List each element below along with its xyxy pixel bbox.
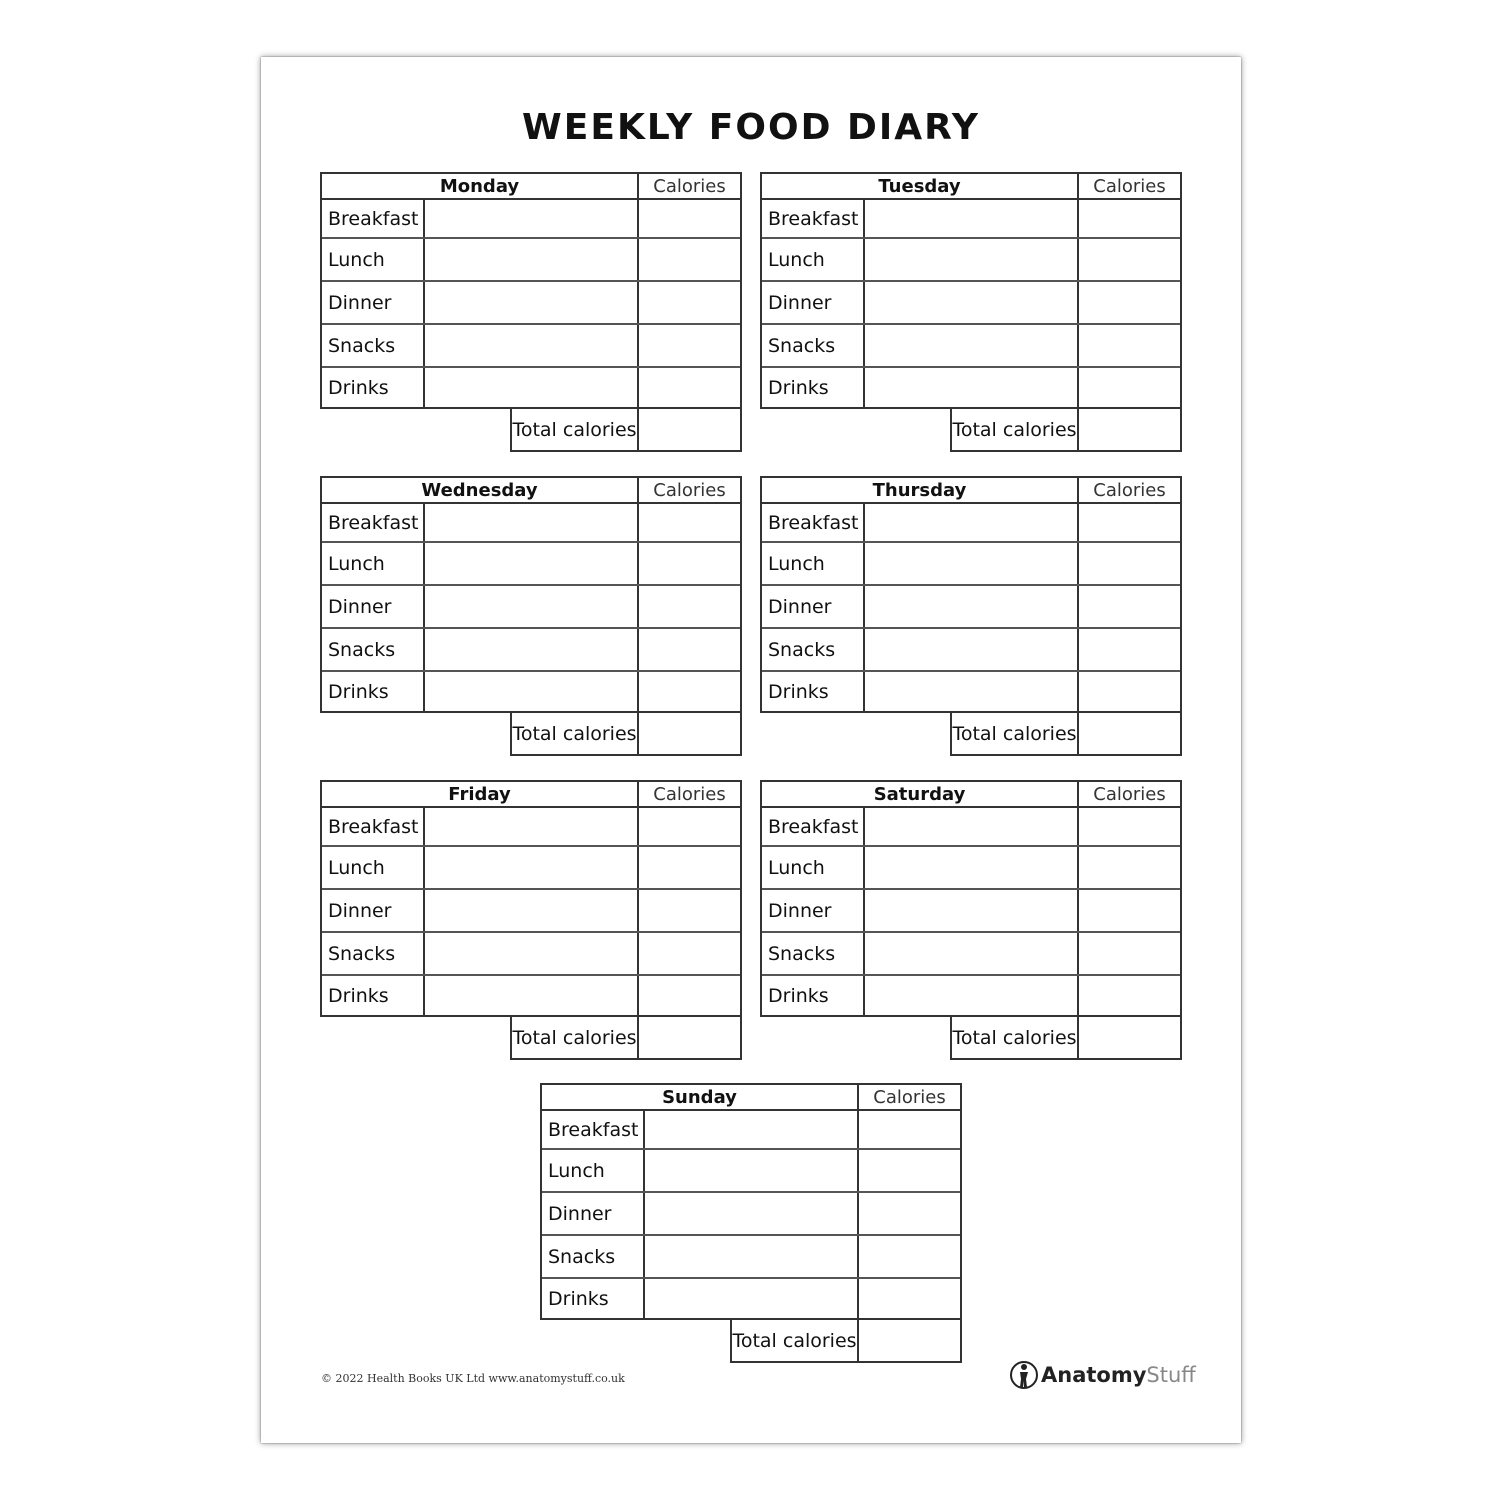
total-calories-row xyxy=(950,407,1182,452)
calories-entry-field[interactable] xyxy=(1079,976,1180,1015)
meal-label: Lunch xyxy=(762,543,865,584)
food-entry-field[interactable] xyxy=(425,808,639,845)
calories-entry-field[interactable] xyxy=(1079,890,1180,931)
meal-row-lunch xyxy=(762,239,1180,282)
calories-entry-field[interactable] xyxy=(1079,933,1180,974)
meal-label: Drinks xyxy=(322,976,425,1015)
total-calories-field[interactable] xyxy=(639,409,740,450)
food-entry-field[interactable] xyxy=(425,847,639,888)
meal-row-breakfast xyxy=(762,504,1180,543)
day-name: Sunday xyxy=(542,1085,859,1109)
meal-label: Drinks xyxy=(762,368,865,407)
calories-entry-field[interactable] xyxy=(1079,325,1180,366)
meal-row-snacks xyxy=(762,933,1180,976)
calories-entry-field[interactable] xyxy=(1079,629,1180,670)
total-calories-label: Total calories xyxy=(952,1017,1079,1058)
meal-label: Dinner xyxy=(322,282,425,323)
table-header xyxy=(762,478,1180,504)
meal-label: Snacks xyxy=(322,933,425,974)
calories-entry-field[interactable] xyxy=(859,1150,960,1191)
calories-entry-field[interactable] xyxy=(639,808,740,845)
meal-table xyxy=(320,780,742,1017)
meal-label: Lunch xyxy=(322,239,425,280)
food-entry-field[interactable] xyxy=(425,629,639,670)
calories-entry-field[interactable] xyxy=(639,543,740,584)
meal-row-dinner xyxy=(762,890,1180,933)
total-calories-field[interactable] xyxy=(639,713,740,754)
meal-row-snacks xyxy=(322,325,740,368)
calories-entry-field[interactable] xyxy=(639,847,740,888)
logo-text-light: Stuff xyxy=(1146,1363,1196,1387)
meal-label: Dinner xyxy=(762,586,865,627)
total-calories-label: Total calories xyxy=(952,713,1079,754)
logo-text-bold: Anatomy xyxy=(1041,1363,1147,1387)
total-calories-field[interactable] xyxy=(1079,1017,1180,1058)
total-calories-row xyxy=(730,1318,962,1363)
meal-row-lunch xyxy=(322,847,740,890)
day-table-thursday xyxy=(760,476,1182,757)
food-entry-field[interactable] xyxy=(865,239,1079,280)
meal-row-dinner xyxy=(762,282,1180,325)
meal-row-drinks xyxy=(322,672,740,711)
total-calories-row xyxy=(510,1015,742,1060)
meal-label: Breakfast xyxy=(542,1111,645,1148)
meal-row-snacks xyxy=(542,1236,960,1279)
meal-row-lunch xyxy=(542,1150,960,1193)
calories-entry-field[interactable] xyxy=(639,586,740,627)
meal-label: Breakfast xyxy=(762,808,865,845)
meal-row-dinner xyxy=(322,282,740,325)
food-entry-field[interactable] xyxy=(425,890,639,931)
food-entry-field[interactable] xyxy=(645,1236,859,1277)
total-calories-label: Total calories xyxy=(512,1017,639,1058)
anatomy-figure-icon xyxy=(1009,1357,1039,1393)
calories-entry-field[interactable] xyxy=(639,325,740,366)
food-entry-field[interactable] xyxy=(865,504,1079,541)
day-table-sunday xyxy=(540,1083,962,1364)
calories-entry-field[interactable] xyxy=(639,282,740,323)
meal-row-dinner xyxy=(322,586,740,629)
food-entry-field[interactable] xyxy=(865,976,1079,1015)
food-entry-field[interactable] xyxy=(865,325,1079,366)
meal-row-breakfast xyxy=(322,504,740,543)
meal-table xyxy=(320,476,742,713)
calories-entry-field[interactable] xyxy=(1079,543,1180,584)
meal-row-breakfast xyxy=(322,200,740,239)
calories-entry-field[interactable] xyxy=(859,1279,960,1318)
meal-row-dinner xyxy=(542,1193,960,1236)
food-entry-field[interactable] xyxy=(425,933,639,974)
calories-header: Calories xyxy=(653,175,726,197)
day-table-friday xyxy=(320,780,742,1061)
food-entry-field[interactable] xyxy=(645,1279,859,1318)
food-entry-field[interactable] xyxy=(425,282,639,323)
meal-label: Lunch xyxy=(762,847,865,888)
meal-row-lunch xyxy=(322,239,740,282)
meal-label: Breakfast xyxy=(322,504,425,541)
meal-row-drinks xyxy=(322,368,740,407)
day-table-saturday xyxy=(760,780,1182,1061)
meal-label: Lunch xyxy=(542,1150,645,1191)
food-entry-field[interactable] xyxy=(645,1193,859,1234)
food-entry-field[interactable] xyxy=(425,368,639,407)
calories-entry-field[interactable] xyxy=(1079,672,1180,711)
calories-entry-field[interactable] xyxy=(1079,239,1180,280)
food-entry-field[interactable] xyxy=(425,586,639,627)
food-entry-field[interactable] xyxy=(425,325,639,366)
meal-row-lunch xyxy=(762,847,1180,890)
calories-entry-field[interactable] xyxy=(859,1236,960,1277)
meal-label: Dinner xyxy=(322,586,425,627)
calories-header: Calories xyxy=(653,783,726,805)
meal-table xyxy=(540,1083,962,1320)
meal-label: Dinner xyxy=(322,890,425,931)
total-calories-field[interactable] xyxy=(639,1017,740,1058)
calories-header: Calories xyxy=(1093,175,1166,197)
anatomystuff-logo xyxy=(1009,1357,1196,1393)
day-name: Friday xyxy=(322,782,639,806)
meal-label: Breakfast xyxy=(322,808,425,845)
meal-table xyxy=(760,172,1182,409)
page-title: WEEKLY FOOD DIARY xyxy=(522,107,980,148)
total-calories-row xyxy=(510,711,742,756)
calories-entry-field[interactable] xyxy=(639,368,740,407)
calories-entry-field[interactable] xyxy=(1079,808,1180,845)
meal-table xyxy=(760,780,1182,1017)
calories-entry-field[interactable] xyxy=(639,504,740,541)
calories-entry-field[interactable] xyxy=(639,200,740,237)
total-calories-label: Total calories xyxy=(512,409,639,450)
calories-header: Calories xyxy=(1093,783,1166,805)
meal-row-snacks xyxy=(762,629,1180,672)
calories-entry-field[interactable] xyxy=(1079,586,1180,627)
calories-entry-field[interactable] xyxy=(1079,847,1180,888)
day-name: Tuesday xyxy=(762,174,1079,198)
meal-label: Lunch xyxy=(322,847,425,888)
meal-table xyxy=(320,172,742,409)
meal-row-breakfast xyxy=(762,808,1180,847)
food-entry-field[interactable] xyxy=(425,504,639,541)
calories-entry-field[interactable] xyxy=(639,672,740,711)
meal-row-drinks xyxy=(322,976,740,1015)
meal-row-drinks xyxy=(762,976,1180,1015)
food-entry-field[interactable] xyxy=(865,200,1079,237)
food-entry-field[interactable] xyxy=(425,200,639,237)
calories-entry-field[interactable] xyxy=(639,239,740,280)
calories-header: Calories xyxy=(653,479,726,501)
food-entry-field[interactable] xyxy=(865,808,1079,845)
day-name: Thursday xyxy=(762,478,1079,502)
meal-row-breakfast xyxy=(542,1111,960,1150)
meal-label: Dinner xyxy=(542,1193,645,1234)
food-entry-field[interactable] xyxy=(865,282,1079,323)
calories-entry-field[interactable] xyxy=(1079,504,1180,541)
day-table-monday xyxy=(320,172,742,453)
meal-row-snacks xyxy=(322,629,740,672)
food-entry-field[interactable] xyxy=(425,672,639,711)
total-calories-row xyxy=(950,1015,1182,1060)
meal-row-snacks xyxy=(322,933,740,976)
meal-label: Drinks xyxy=(322,672,425,711)
calories-header: Calories xyxy=(873,1086,946,1108)
calories-entry-field[interactable] xyxy=(639,976,740,1015)
table-header xyxy=(322,174,740,200)
total-calories-label: Total calories xyxy=(512,713,639,754)
calories-entry-field[interactable] xyxy=(639,629,740,670)
meal-row-drinks xyxy=(542,1279,960,1318)
meal-row-dinner xyxy=(762,586,1180,629)
meal-label: Drinks xyxy=(762,672,865,711)
meal-label: Snacks xyxy=(322,629,425,670)
meal-label: Snacks xyxy=(762,325,865,366)
meal-label: Snacks xyxy=(762,933,865,974)
food-entry-field[interactable] xyxy=(865,672,1079,711)
food-entry-field[interactable] xyxy=(865,629,1079,670)
calories-entry-field[interactable] xyxy=(1079,282,1180,323)
meal-label: Breakfast xyxy=(762,200,865,237)
day-name: Saturday xyxy=(762,782,1079,806)
food-entry-field[interactable] xyxy=(645,1111,859,1148)
meal-row-lunch xyxy=(322,543,740,586)
calories-entry-field[interactable] xyxy=(639,933,740,974)
meal-row-breakfast xyxy=(762,200,1180,239)
food-entry-field[interactable] xyxy=(865,933,1079,974)
total-calories-label: Total calories xyxy=(952,409,1079,450)
meal-label: Lunch xyxy=(322,543,425,584)
day-table-wednesday xyxy=(320,476,742,757)
meal-label: Snacks xyxy=(762,629,865,670)
meal-label: Snacks xyxy=(322,325,425,366)
meal-label: Drinks xyxy=(542,1279,645,1318)
food-entry-field[interactable] xyxy=(865,586,1079,627)
total-calories-row xyxy=(510,407,742,452)
food-entry-field[interactable] xyxy=(865,890,1079,931)
meal-label: Dinner xyxy=(762,890,865,931)
meal-row-breakfast xyxy=(322,808,740,847)
day-table-tuesday xyxy=(760,172,1182,453)
meal-table xyxy=(760,476,1182,713)
food-entry-field[interactable] xyxy=(865,368,1079,407)
table-header xyxy=(762,174,1180,200)
food-diary-page xyxy=(261,57,1241,1443)
meal-label: Drinks xyxy=(762,976,865,1015)
food-entry-field[interactable] xyxy=(865,543,1079,584)
total-calories-field[interactable] xyxy=(859,1320,960,1361)
total-calories-label: Total calories xyxy=(732,1320,859,1361)
food-entry-field[interactable] xyxy=(425,239,639,280)
table-header xyxy=(322,782,740,808)
calories-entry-field[interactable] xyxy=(1079,368,1180,407)
food-entry-field[interactable] xyxy=(645,1150,859,1191)
total-calories-row xyxy=(950,711,1182,756)
meal-label: Drinks xyxy=(322,368,425,407)
calories-entry-field[interactable] xyxy=(859,1193,960,1234)
total-calories-field[interactable] xyxy=(1079,713,1180,754)
total-calories-field[interactable] xyxy=(1079,409,1180,450)
meal-label: Breakfast xyxy=(322,200,425,237)
table-header xyxy=(762,782,1180,808)
table-header xyxy=(322,478,740,504)
food-entry-field[interactable] xyxy=(865,847,1079,888)
calories-header: Calories xyxy=(1093,479,1166,501)
table-header xyxy=(542,1085,960,1111)
meal-row-drinks xyxy=(762,368,1180,407)
meal-label: Lunch xyxy=(762,239,865,280)
food-entry-field[interactable] xyxy=(425,976,639,1015)
calories-entry-field[interactable] xyxy=(1079,200,1180,237)
meal-row-dinner xyxy=(322,890,740,933)
meal-row-lunch xyxy=(762,543,1180,586)
meal-label: Snacks xyxy=(542,1236,645,1277)
food-entry-field[interactable] xyxy=(425,543,639,584)
meal-row-drinks xyxy=(762,672,1180,711)
meal-label: Dinner xyxy=(762,282,865,323)
copyright-notice: © 2022 Health Books UK Ltd www.anatomystuff.co.uk xyxy=(321,1372,625,1385)
calories-entry-field[interactable] xyxy=(859,1111,960,1148)
calories-entry-field[interactable] xyxy=(639,890,740,931)
day-name: Monday xyxy=(322,174,639,198)
meal-label: Breakfast xyxy=(762,504,865,541)
meal-row-snacks xyxy=(762,325,1180,368)
day-name: Wednesday xyxy=(322,478,639,502)
